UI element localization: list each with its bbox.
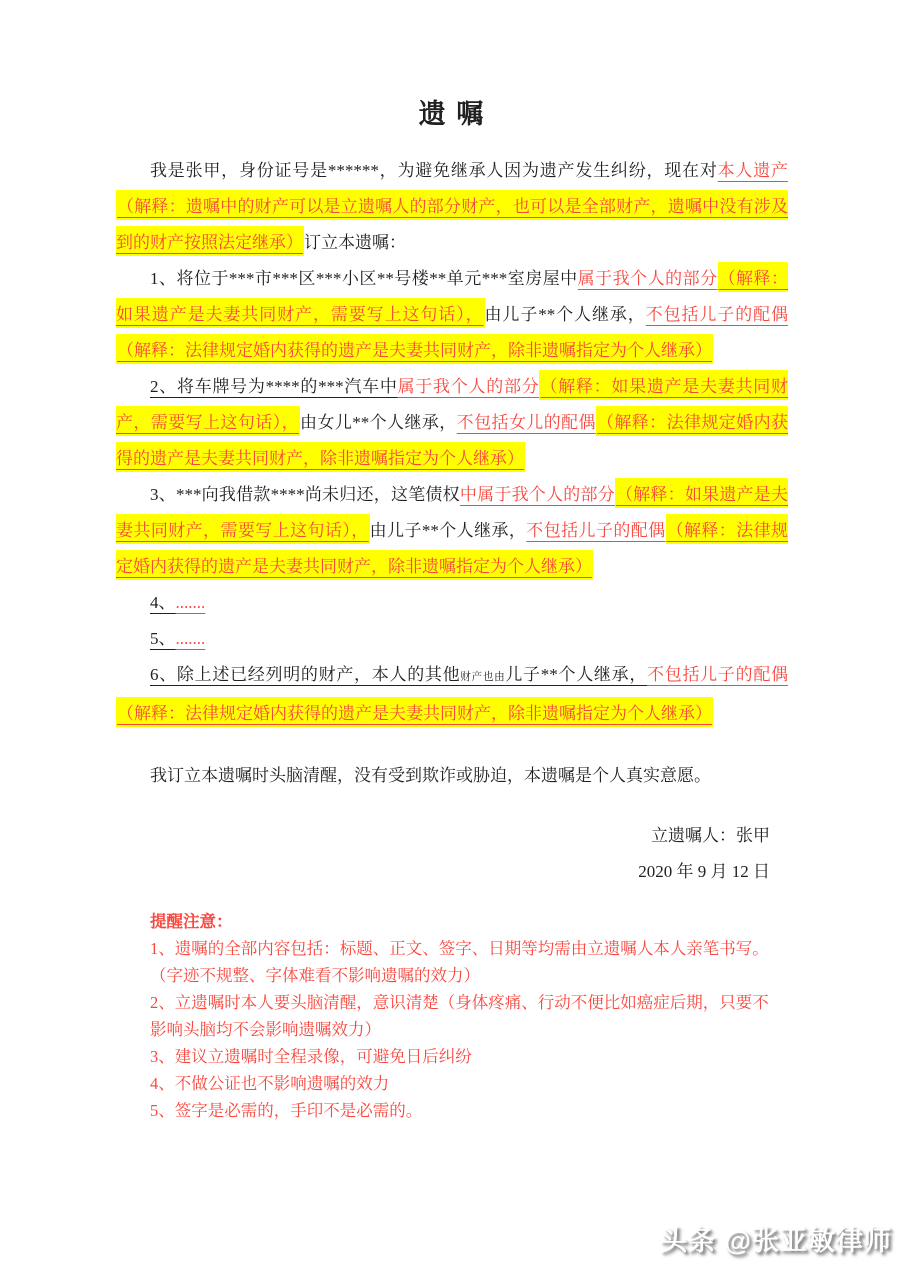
text-run: 不包括儿子的配偶 xyxy=(645,305,789,324)
text-run: 也由 xyxy=(482,672,506,683)
note-line: 2、立遗嘱时本人要头脑清醒，意识清楚（身体疼痛、行动不便比如癌症后期，只要不 xyxy=(150,993,769,1012)
closing-paragraph xyxy=(116,758,788,794)
item-6 xyxy=(116,657,788,732)
text-run: （解释：法律规定婚内获得的遗产是夫妻共同财产，除非遗嘱指定为个人继承） xyxy=(116,697,713,727)
note-line: 4、不做公证也不影响遗嘱的效力 xyxy=(150,1074,390,1093)
note-line: 3、建议立遗嘱时全程录像，可避免日后纠纷 xyxy=(150,1047,472,1066)
text-run: 5、 xyxy=(150,629,176,648)
text-run: ....... xyxy=(175,629,206,648)
document-title: 遗 嘱 xyxy=(418,99,486,129)
text-run: 不包括儿子的配偶 xyxy=(647,665,789,684)
text-run: 我是张甲，身份证号是******，为避免继承人因为遗产发生纠纷，现在对 xyxy=(150,161,718,180)
note-item xyxy=(150,1043,788,1070)
text-run: 由儿子**个人继承， xyxy=(484,305,646,324)
note-item xyxy=(150,1097,788,1124)
text-run: （解释：法律规定婚内获得的遗产是夫妻共同财产，除非遗嘱指定为个人继承） xyxy=(116,514,788,580)
text-run: 2、将车牌号为****的***汽车中 xyxy=(150,377,398,396)
text-run: 儿子**个人继承， xyxy=(505,665,648,684)
text-run: 本人遗产 xyxy=(717,161,789,180)
text-run: ....... xyxy=(175,593,206,612)
text-run: （解释：法律规定婚内获得的遗产是夫妻共同财产，除非遗嘱指定为个人继承） xyxy=(116,406,788,472)
intro-paragraph xyxy=(116,153,788,261)
text-run: （解释：如果遗产是夫妻共同财产，需要写上这句话）， xyxy=(116,370,788,436)
note-item xyxy=(150,1070,788,1097)
notes-list xyxy=(150,935,788,1124)
text-run: 不包括女儿的配偶 xyxy=(456,413,596,432)
item-4 xyxy=(116,585,788,621)
note-line: 5、签字是必需的，手印不是必需的。 xyxy=(150,1101,423,1120)
item-5 xyxy=(116,621,788,657)
note-line: 1、遗嘱的全部内容包括：标题、正文、签字、日期等均需由立遗嘱人本人亲笔书写。 xyxy=(150,939,769,958)
text-run: （解释：法律规定婚内获得的遗产是夫妻共同财产，除非遗嘱指定为个人继承） xyxy=(116,334,713,364)
text-run: （解释：如果遗产是夫妻共同财产，需要写上这句话）， xyxy=(116,478,788,544)
text-run: 4、 xyxy=(150,593,176,612)
text-run: 订立本遗嘱： xyxy=(304,233,406,252)
text-run: 由女儿**个人继承， xyxy=(300,413,457,432)
date-line: 2020 年 9 月 12 日 xyxy=(638,862,770,881)
text-run: 6、除上述已经列明的财产，本人的其他 xyxy=(150,665,461,684)
text-run: 3、***向我借款****尚未归还，这笔债权 xyxy=(150,485,460,504)
note-line: 影响头脑均不会影响遗嘱效力） xyxy=(150,1020,381,1039)
note-item xyxy=(150,935,788,989)
notes-section xyxy=(150,908,788,1124)
text-run: 1、将位于***市***区***小区**号楼**单元***室房屋中 xyxy=(150,269,578,288)
text-run: 属于我个人的部分 xyxy=(577,269,718,288)
text-run: （解释：如果遗产是夫妻共同财产，需要写上这句话）， xyxy=(116,262,788,328)
item-2 xyxy=(116,369,788,477)
testator-line: 立遗嘱人：张甲 xyxy=(651,826,770,845)
document-body xyxy=(116,153,788,794)
notes-heading: 提醒注意： xyxy=(150,912,233,931)
note-line: （字迹不规整、字体难看不影响遗嘱的效力） xyxy=(150,966,480,985)
text-run: （解释：遗嘱中的财产可以是立遗嘱人的部分财产，也可以是全部财产，遗嘱中没有涉及到的财产按照法定继承） xyxy=(116,190,788,256)
text-run: 由儿子**个人继承， xyxy=(369,521,527,540)
item-3 xyxy=(116,477,788,585)
text-run: 我订立本遗嘱时头脑清醒，没有受到欺诈或胁迫，本遗嘱是个人真实意愿。 xyxy=(150,766,711,785)
text-run: 财产 xyxy=(460,672,483,683)
note-item xyxy=(150,989,788,1043)
watermark: 头条 @张亚敏律师 xyxy=(660,1226,892,1256)
signature-block xyxy=(116,818,788,890)
text-run: 不包括儿子的配偶 xyxy=(526,521,666,540)
text-run: 属于我个人的部分 xyxy=(397,377,540,396)
text-run: 中属于我个人的部分 xyxy=(459,485,615,504)
item-1 xyxy=(116,261,788,369)
